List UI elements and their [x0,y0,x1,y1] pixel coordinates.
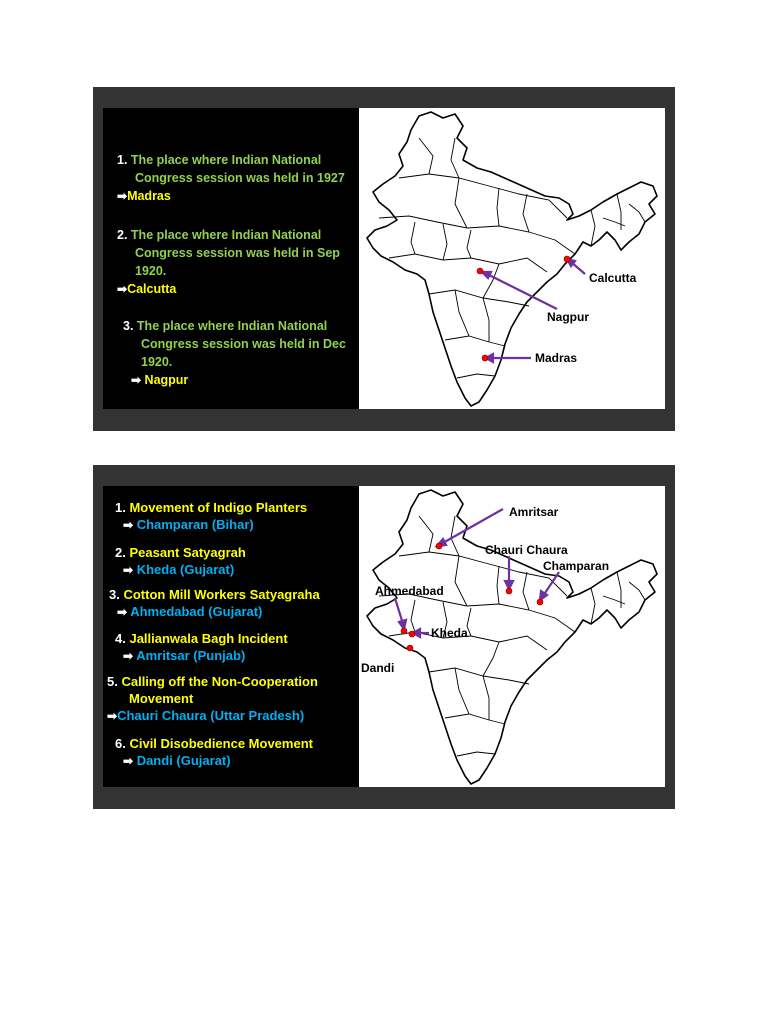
right-arrow-icon: ➡ [123,649,134,663]
event-place: Kheda (Gujarat) [136,562,235,577]
amritsar-label: Amritsar [509,505,559,519]
event-title: Cotton Mill Workers Satyagraha [123,587,320,602]
item-number: 1. [117,153,128,167]
slide-2 [93,465,675,809]
question-text: Congress session was held in Sep [135,246,340,260]
item-number: 2. [117,228,128,242]
right-arrow-icon: ➡ [117,282,128,296]
slide-2-content [103,486,665,787]
item-number: 4. [115,631,126,646]
item-number: 2. [115,545,126,560]
question-text: 1920. [141,355,173,369]
item-number: 6. [115,736,126,751]
ahmedabad-label: Ahmedabad [375,584,444,598]
slide-2-item-3 [109,586,320,621]
dandi-dot [407,645,413,651]
answer-text: Madras [127,189,171,203]
india-outline [367,112,657,406]
event-place: Chauri Chaura (Uttar Pradesh) [117,708,305,723]
question-text: Congress session was held in Dec [141,337,346,351]
kheda-label: Kheda [431,626,468,640]
madras-dot [482,355,488,361]
question-text: The place where Indian National [130,153,322,167]
question-text: The place where Indian National [136,319,328,333]
champaran-dot [537,599,543,605]
slide-1-item-2 [117,226,340,298]
kheda-dot [409,631,415,637]
event-place: Dandi (Gujarat) [136,753,231,768]
item-number: 3. [109,587,120,602]
india-map-2 [359,486,665,787]
question-text: 1920. [135,264,167,278]
nagpur-dot [477,268,483,274]
slide-1-map-panel [359,108,665,409]
nagpur-label: Nagpur [547,310,589,324]
right-arrow-icon: ➡ [117,605,128,619]
event-title: Civil Disobedience Movement [129,736,313,751]
calcutta-dot [564,256,570,262]
slide-2-map-panel [359,486,665,787]
right-arrow-icon: ➡ [123,754,134,768]
slide-1-item-1 [117,151,345,205]
dandi-label: Dandi [361,661,395,675]
chauri-chaura-dot [506,588,512,594]
slide-2-text-panel [103,486,359,787]
answer-text: Nagpur [144,373,189,387]
slide-1-item-3 [123,317,346,389]
event-place: Champaran (Bihar) [136,517,254,532]
slide-2-item-4 [115,630,288,665]
event-title: Peasant Satyagrah [129,545,246,560]
item-number: 3. [123,319,134,333]
ahmedabad-dot [401,628,407,634]
india-outline [367,490,657,784]
event-title: Calling off the Non-Cooperation [121,674,318,689]
item-number: 1. [115,500,126,515]
slide-1 [93,87,675,431]
madras-label: Madras [535,351,578,365]
event-title: Movement [129,691,194,706]
item-number: 5. [107,674,118,689]
event-place: Ahmedabad (Gujarat) [130,604,263,619]
right-arrow-icon: ➡ [131,373,142,387]
india-map-1 [359,108,665,409]
slide-2-item-6 [115,735,313,770]
slide-2-item-5 [107,673,318,725]
slide-2-item-2 [115,544,246,579]
answer-text: Calcutta [127,282,177,296]
right-arrow-icon: ➡ [107,709,118,723]
question-text: Congress session was held in 1927 [135,171,345,185]
event-place: Amritsar (Punjab) [136,648,246,663]
right-arrow-icon: ➡ [123,518,134,532]
event-title: Movement of Indigo Planters [129,500,308,515]
slide-1-text-panel [103,108,359,409]
question-text: The place where Indian National [130,228,322,242]
right-arrow-icon: ➡ [117,189,128,203]
event-title: Jallianwala Bagh Incident [129,631,288,646]
slide-1-content [103,108,665,409]
slide-2-item-1 [115,499,307,534]
amritsar-dot [436,543,442,549]
right-arrow-icon: ➡ [123,563,134,577]
calcutta-label: Calcutta [589,271,637,285]
chauri-chaura-label: Chauri Chaura [485,543,568,557]
champaran-label: Champaran [543,559,610,573]
